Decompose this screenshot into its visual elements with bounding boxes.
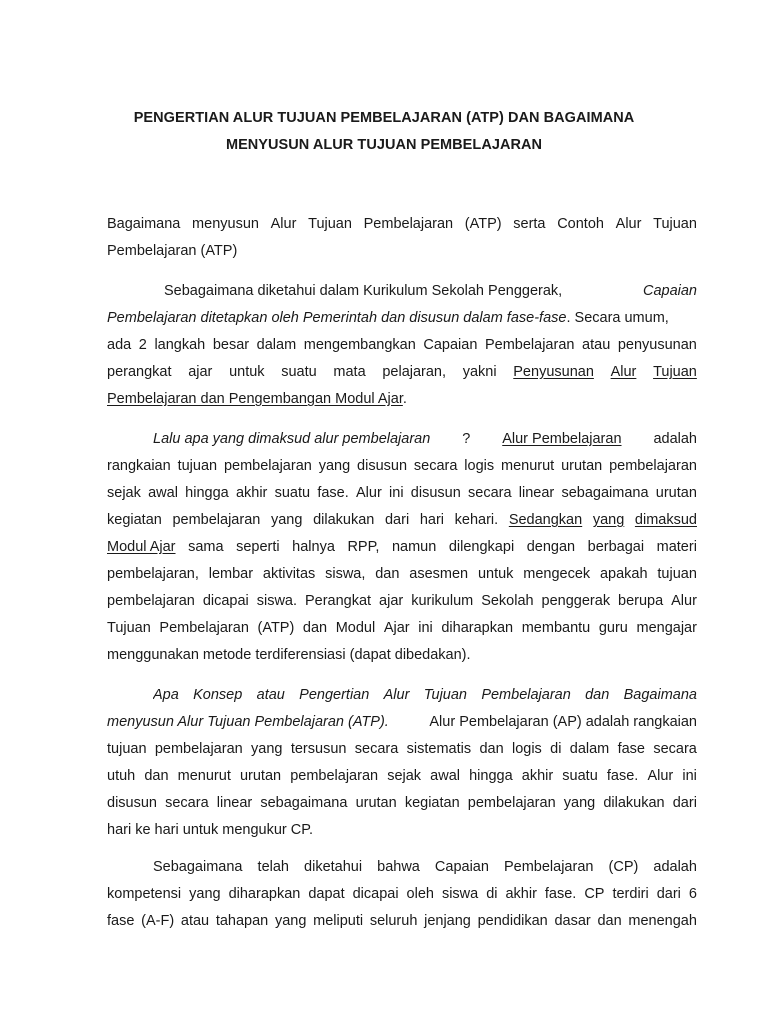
word: jenjang xyxy=(424,913,471,929)
word: Tujuan xyxy=(423,687,467,703)
p1-line-1 xyxy=(164,280,697,302)
word: dari xyxy=(672,795,697,811)
p1-l5-underline: Pembelajaran dan Pengembangan Modul Ajar xyxy=(107,391,403,407)
p2-line-3 xyxy=(107,482,697,504)
word: (CP) xyxy=(608,859,639,875)
document-title-line-2: MENYUSUN ALUR TUJUAN PEMBELAJARAN xyxy=(225,137,543,153)
word: secara xyxy=(165,795,209,811)
word: linear xyxy=(216,795,253,811)
word: ajar xyxy=(379,593,404,609)
p3-line-6: hari ke hari untuk mengukur CP. xyxy=(107,822,314,838)
word: 6 xyxy=(688,886,697,902)
p3-line-4 xyxy=(107,765,697,787)
word: Pembelajaran xyxy=(159,620,249,636)
word: 2 xyxy=(138,337,147,353)
word: (ATP) xyxy=(257,620,295,636)
word: sebagaimana xyxy=(260,795,348,811)
underlined-word: Sedangkan xyxy=(508,512,583,528)
word: pembelajaran xyxy=(223,458,312,474)
word: Alur xyxy=(270,216,297,232)
word: awal xyxy=(148,485,178,501)
word: dilakukan xyxy=(603,795,665,811)
word: yang xyxy=(189,886,221,902)
word: yang xyxy=(270,512,303,528)
word: seluruh xyxy=(369,913,418,929)
underlined-word: Penyusunan xyxy=(513,364,594,380)
word: mengembangkan xyxy=(303,337,416,353)
word: kehari. xyxy=(454,512,499,528)
p1-line-4 xyxy=(107,361,697,383)
p3-line-3 xyxy=(107,738,697,760)
word: terdiri xyxy=(612,886,649,902)
word: kompetensi xyxy=(107,886,182,902)
word: Contoh xyxy=(557,216,604,232)
word: pembelajaran xyxy=(107,593,195,609)
word: suatu xyxy=(274,485,311,501)
p1-l5-rest: . xyxy=(402,391,407,407)
p2-line-5 xyxy=(107,536,697,558)
word: Pembelajaran xyxy=(484,337,575,353)
p2-line-1 xyxy=(153,428,697,450)
word: Pembelajaran xyxy=(481,687,571,703)
p2-line-7 xyxy=(107,590,697,612)
word: kegiatan xyxy=(107,512,162,528)
word: siswa. xyxy=(256,593,298,609)
word: siswa xyxy=(441,886,479,902)
word: Sebagaimana xyxy=(153,859,243,875)
word: sejak xyxy=(107,485,141,501)
word: ini xyxy=(682,768,697,784)
word: halnya xyxy=(292,539,335,555)
word: Alur xyxy=(356,485,382,501)
word: disusun xyxy=(410,485,461,501)
word: Pengertian xyxy=(299,687,370,703)
word: menyusun xyxy=(192,216,259,232)
word: berupa xyxy=(618,593,664,609)
word: fase. xyxy=(544,886,577,902)
word: secara xyxy=(413,458,458,474)
p4-line-2 xyxy=(107,883,697,905)
word: pembelajaran xyxy=(290,768,379,784)
p1-l1-italic: Capaian xyxy=(642,283,697,299)
word: dapat xyxy=(308,886,345,902)
word: penyusunan xyxy=(617,337,697,353)
p2-l1-end: adalah xyxy=(653,431,697,447)
word: tahapan xyxy=(215,913,269,929)
word: telah xyxy=(257,859,289,875)
word: logis xyxy=(511,741,542,757)
word: Tujuan xyxy=(107,620,151,636)
word: secara xyxy=(468,485,512,501)
word: ini xyxy=(418,620,433,636)
p2-line-8 xyxy=(107,617,697,639)
word: mengajar xyxy=(636,620,697,636)
word: langkah xyxy=(154,337,206,353)
word: meliputi xyxy=(313,913,364,929)
word: penggerak xyxy=(541,593,611,609)
word: mengecek xyxy=(523,566,591,582)
word: dan xyxy=(585,687,610,703)
word: Alur xyxy=(671,593,697,609)
word: Modul xyxy=(335,620,376,636)
p1-line-5 xyxy=(107,388,697,410)
p2-line-4 xyxy=(107,509,697,531)
word: pelajaran, xyxy=(382,364,447,380)
word: RPP, xyxy=(347,539,380,555)
word: diketahui xyxy=(304,859,363,875)
word: dicapai xyxy=(202,593,249,609)
word: dicapai xyxy=(352,886,399,902)
word: membantu xyxy=(521,620,591,636)
word: Tujuan xyxy=(653,216,697,232)
word: atau xyxy=(256,687,285,703)
word: namun xyxy=(391,539,437,555)
word: yang xyxy=(318,458,351,474)
p2-line-6 xyxy=(107,563,697,585)
word: urutan xyxy=(561,458,603,474)
word: linear xyxy=(518,485,555,501)
word: dan xyxy=(597,913,622,929)
word: Bagaimana xyxy=(623,687,697,703)
word: secara xyxy=(653,741,697,757)
word: guru xyxy=(598,620,628,636)
word: pembelajaran xyxy=(609,458,697,474)
word: dengan xyxy=(526,539,576,555)
underlined-word: dimaksud xyxy=(634,512,697,528)
word: pembelajaran xyxy=(154,741,243,757)
word: yang xyxy=(251,741,283,757)
word: oleh xyxy=(406,886,434,902)
p3-l2-italic: menyusun Alur Tujuan Pembelajaran (ATP). xyxy=(107,714,389,730)
word: menengah xyxy=(628,913,697,929)
word: diharapkan xyxy=(228,886,301,902)
word: Sekolah xyxy=(481,593,534,609)
word: logis xyxy=(464,458,495,474)
word: akhir xyxy=(505,886,537,902)
word: atau xyxy=(180,913,210,929)
p4-line-3 xyxy=(107,910,697,932)
word: Pembelajaran xyxy=(503,859,594,875)
word: sejak xyxy=(387,768,422,784)
word: pembelajaran xyxy=(172,512,261,528)
word: apakah xyxy=(599,566,648,582)
word: siswa, xyxy=(325,566,366,582)
p1-l1-words: Sebagaimana diketahui dalam Kurikulum Sekolah Penggerak, xyxy=(164,283,563,299)
word: kurikulum xyxy=(411,593,474,609)
word: dasar xyxy=(554,913,591,929)
word: dari xyxy=(384,512,410,528)
word: Ajar xyxy=(383,620,410,636)
p2-line-9: menggunakan metode terdiferensiasi (dapat dibedakan). xyxy=(107,647,471,663)
word: awal xyxy=(430,768,460,784)
word: Alur xyxy=(383,687,410,703)
word: mata xyxy=(333,364,366,380)
word: lembar xyxy=(208,566,254,582)
word: bahwa xyxy=(377,859,420,875)
word: fase xyxy=(617,741,645,757)
word: adalah xyxy=(653,859,697,875)
word: Alur xyxy=(647,768,674,784)
word: menurut xyxy=(501,458,555,474)
word: ada xyxy=(107,337,132,353)
intro-line-1 xyxy=(107,213,697,235)
word: secara xyxy=(354,741,399,757)
word: perangkat xyxy=(107,364,172,380)
word: dalam xyxy=(256,337,297,353)
word: sebagaimana xyxy=(561,485,649,501)
word: fase. xyxy=(606,768,639,784)
word: menurut xyxy=(177,768,231,784)
p1-l2-rest: . Secara umum, xyxy=(566,310,669,326)
word: dan xyxy=(302,620,328,636)
p1-line-3 xyxy=(107,334,697,356)
word: disusun xyxy=(107,795,157,811)
word: suatu xyxy=(562,768,598,784)
underlined-word: yang xyxy=(592,512,625,528)
p2-l1-question: ? xyxy=(462,431,471,447)
word: materi xyxy=(656,539,697,555)
p1-l2-italic: Pembelajaran ditetapkan oleh Pemerintah dan disusun dalam fase-fase xyxy=(107,310,567,326)
word: pembelajaran, xyxy=(107,566,199,582)
word: (ATP) xyxy=(464,216,502,232)
word: pembelajaran xyxy=(467,795,556,811)
word: dan xyxy=(479,741,504,757)
word: hingga xyxy=(185,485,229,501)
word: Perangkat xyxy=(304,593,372,609)
word: urutan xyxy=(655,485,697,501)
word: Capaian xyxy=(423,337,478,353)
p4-line-1 xyxy=(153,856,697,878)
word: tersusun xyxy=(290,741,347,757)
underlined-word: Alur xyxy=(610,364,637,380)
p3-l2-rest: Alur Pembelajaran (AP) adalah rangkaian xyxy=(429,714,697,730)
word: Alur xyxy=(615,216,642,232)
word: tujuan xyxy=(657,566,697,582)
word: di xyxy=(550,741,562,757)
word: dalam xyxy=(569,741,610,757)
word: kegiatan xyxy=(404,795,460,811)
p3-line-2 xyxy=(107,711,697,733)
word: dari xyxy=(656,886,681,902)
word: untuk xyxy=(477,566,514,582)
word: Capaian xyxy=(434,859,489,875)
word: berbagai xyxy=(587,539,645,555)
word: dan xyxy=(375,566,400,582)
word: sistematis xyxy=(406,741,472,757)
p2-line-2 xyxy=(107,455,697,477)
word: Apa xyxy=(153,687,179,703)
word: tujuan xyxy=(107,741,147,757)
word: yang xyxy=(563,795,596,811)
word: akhir xyxy=(235,485,268,501)
p3-line-1 xyxy=(153,684,697,706)
word: Pembelajaran xyxy=(363,216,454,232)
word: suatu xyxy=(281,364,317,380)
word: ajar xyxy=(188,364,213,380)
word: urutan xyxy=(355,795,397,811)
word: Tujuan xyxy=(308,216,352,232)
word: dan xyxy=(144,768,169,784)
intro-line-2: Pembelajaran (ATP) xyxy=(107,243,238,259)
word: besar xyxy=(212,337,250,353)
word: di xyxy=(486,886,498,902)
word: urutan xyxy=(239,768,282,784)
word: utuh xyxy=(107,768,136,784)
word: ini xyxy=(389,485,404,501)
word: fase. xyxy=(317,485,349,501)
word: Bagaimana xyxy=(107,216,181,232)
word: pendidikan xyxy=(477,913,548,929)
word: serta xyxy=(513,216,546,232)
word: untuk xyxy=(229,364,265,380)
word: yakni xyxy=(462,364,497,380)
word: dilengkapi xyxy=(448,539,515,555)
word: tujuan xyxy=(177,458,218,474)
word: sama xyxy=(188,539,224,555)
word: rangkaian xyxy=(107,458,171,474)
underlined-word: Tujuan xyxy=(653,364,697,380)
word: disusun xyxy=(357,458,408,474)
word: atau xyxy=(582,337,611,353)
word: yang xyxy=(274,913,307,929)
word: hingga xyxy=(469,768,513,784)
p3-line-5 xyxy=(107,792,697,814)
word: seperti xyxy=(236,539,280,555)
document-title-line-1: PENGERTIAN ALUR TUJUAN PEMBELAJARAN (ATP) DAN BAGAIMANA xyxy=(133,110,635,126)
word: akhir xyxy=(521,768,554,784)
word: (A-F) xyxy=(141,913,175,929)
word: asesmen xyxy=(409,566,469,582)
word: Konsep xyxy=(193,687,243,703)
p1-line-2 xyxy=(107,307,697,329)
word: hari xyxy=(419,512,444,528)
p2-l1-italic: Lalu apa yang dimaksud alur pembelajaran xyxy=(153,431,431,447)
word: diharapkan xyxy=(441,620,514,636)
p2-l1-underline: Alur Pembelajaran xyxy=(502,431,622,447)
underlined-link-text: Modul Ajar xyxy=(107,539,176,555)
word: aktivitas xyxy=(262,566,316,582)
word: fase xyxy=(107,913,135,929)
word: CP xyxy=(584,886,605,902)
word: dilakukan xyxy=(313,512,375,528)
